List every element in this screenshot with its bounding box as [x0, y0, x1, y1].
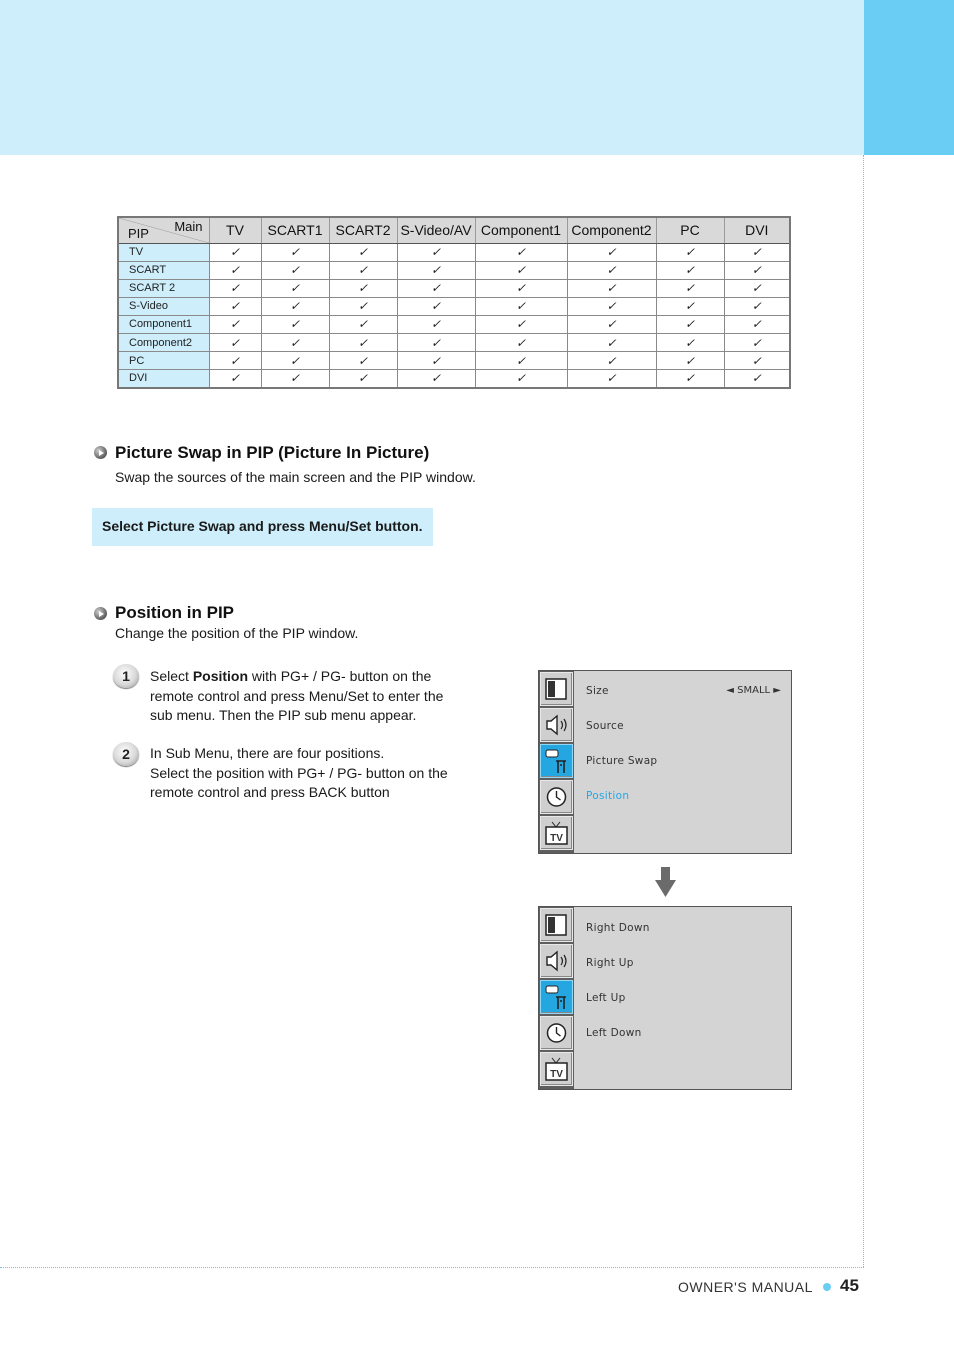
check-mark-icon: ✓ [751, 353, 762, 368]
check-mark-icon: ✓ [289, 317, 301, 332]
row-label: Component1 [118, 315, 209, 333]
step-1-line-1 [150, 667, 443, 687]
check-cell [724, 297, 790, 315]
check-cell [209, 370, 261, 388]
tv-icon[interactable] [540, 816, 573, 850]
osd-icon-column [539, 671, 574, 853]
row-label: SCART [118, 261, 209, 279]
column-header: TV [209, 217, 261, 243]
check-cell [724, 315, 790, 333]
osd-item-right-up[interactable]: Right Up [586, 957, 634, 969]
check-cell [567, 279, 656, 297]
column-header: PC [656, 217, 724, 243]
check-mark-icon: ✓ [515, 317, 527, 332]
position-section-description: Change the position of the PIP window. [115, 625, 359, 641]
check-mark-icon: ✓ [357, 299, 369, 314]
check-cell [261, 279, 329, 297]
check-cell [567, 352, 656, 370]
arrow-down-icon [655, 867, 676, 897]
position-section-title: Position in PIP [115, 603, 235, 622]
check-mark-icon: ✓ [430, 317, 442, 332]
check-mark-icon: ✓ [684, 263, 696, 278]
check-mark-icon: ✓ [606, 353, 617, 368]
picture-icon[interactable] [540, 908, 573, 942]
check-mark-icon: ✓ [357, 317, 369, 332]
check-cell [209, 352, 261, 370]
step-2-text [150, 744, 448, 803]
check-mark-icon: ✓ [606, 299, 617, 314]
check-cell [724, 370, 790, 388]
check-cell [329, 261, 397, 279]
osd-item-source[interactable]: Source [586, 720, 624, 732]
check-cell [656, 261, 724, 279]
check-cell [724, 333, 790, 351]
check-mark-icon: ✓ [289, 335, 301, 350]
step-number-badge: 1 [113, 664, 139, 688]
check-mark-icon: ✓ [751, 335, 762, 350]
timer-icon[interactable] [540, 1016, 573, 1050]
check-mark-icon: ✓ [606, 335, 617, 350]
step-2-line-1: In Sub Menu, there are four positions. [150, 745, 385, 761]
check-cell [329, 333, 397, 351]
sound-icon[interactable] [540, 944, 573, 978]
table-body [118, 243, 790, 388]
step-1-text [150, 667, 443, 726]
row-label: PC [118, 352, 209, 370]
check-cell [261, 315, 329, 333]
table-row [118, 243, 790, 261]
check-cell [397, 243, 475, 261]
check-mark-icon: ✓ [289, 353, 301, 368]
osd-item-left-down[interactable]: Left Down [586, 1027, 642, 1039]
header-band [0, 0, 864, 155]
check-mark-icon: ✓ [684, 281, 696, 296]
check-cell [329, 315, 397, 333]
check-mark-icon: ✓ [229, 299, 241, 314]
swap-note-box [92, 508, 433, 546]
check-cell [656, 315, 724, 333]
check-cell [329, 297, 397, 315]
osd-item-left-up[interactable]: Left Up [586, 992, 626, 1004]
check-mark-icon: ✓ [229, 281, 241, 296]
check-mark-icon: ✓ [515, 353, 527, 368]
check-cell [567, 370, 656, 388]
table-row [118, 333, 790, 351]
step-2-line-3: remote control and press BACK button [150, 784, 390, 800]
check-cell [261, 333, 329, 351]
page-edge-vertical-rule [863, 155, 864, 1267]
picture-icon[interactable] [540, 672, 573, 706]
check-mark-icon: ✓ [684, 245, 696, 260]
check-mark-icon: ✓ [751, 245, 762, 260]
check-mark-icon: ✓ [515, 281, 527, 296]
size-value-text: SMALL [737, 685, 771, 696]
check-mark-icon: ✓ [430, 263, 442, 278]
check-cell [567, 315, 656, 333]
check-cell [209, 315, 261, 333]
column-header: DVI [724, 217, 790, 243]
svg-text:TV: TV [550, 833, 563, 844]
corner-main-label: Main [174, 219, 203, 234]
check-cell [724, 261, 790, 279]
check-mark-icon: ✓ [357, 281, 369, 296]
check-cell [261, 370, 329, 388]
check-cell [209, 333, 261, 351]
check-cell [724, 279, 790, 297]
check-mark-icon: ✓ [430, 245, 442, 260]
check-cell [567, 261, 656, 279]
row-label: DVI [118, 370, 209, 388]
check-mark-icon: ✓ [430, 371, 442, 386]
check-mark-icon: ✓ [684, 299, 696, 314]
check-mark-icon: ✓ [229, 335, 241, 350]
check-mark-icon: ✓ [430, 281, 442, 296]
check-mark-icon: ✓ [515, 299, 527, 314]
column-header: S-Video/AV [397, 217, 475, 243]
check-cell [261, 261, 329, 279]
check-cell [397, 261, 475, 279]
check-cell [261, 297, 329, 315]
check-mark-icon: ✓ [606, 371, 617, 386]
check-cell [656, 370, 724, 388]
osd-item-position[interactable]: Position [586, 790, 630, 802]
swap-section-title: Picture Swap in PIP (Picture In Picture) [115, 443, 430, 462]
check-mark-icon: ✓ [684, 317, 696, 332]
check-mark-icon: ✓ [229, 263, 241, 278]
check-cell [261, 352, 329, 370]
row-label: SCART 2 [118, 279, 209, 297]
section-bullet-icon [94, 446, 107, 459]
table-row [118, 352, 790, 370]
tv-icon[interactable] [540, 1052, 573, 1086]
osd-size-value[interactable] [726, 685, 781, 696]
check-cell [397, 352, 475, 370]
row-label: Component2 [118, 333, 209, 351]
check-cell [724, 352, 790, 370]
step-1-line-3: sub menu. Then the PIP sub menu appear. [150, 707, 417, 723]
check-cell [397, 279, 475, 297]
check-cell [397, 297, 475, 315]
setup-icon[interactable] [540, 980, 573, 1014]
table-header-row [118, 217, 790, 243]
check-mark-icon: ✓ [229, 245, 241, 260]
check-mark-icon: ✓ [606, 317, 617, 332]
setup-icon[interactable] [540, 744, 573, 778]
check-mark-icon: ✓ [430, 335, 442, 350]
check-mark-icon: ✓ [606, 263, 617, 278]
check-cell [209, 279, 261, 297]
column-header: SCART1 [261, 217, 329, 243]
check-mark-icon: ✓ [515, 371, 527, 386]
check-mark-icon: ✓ [684, 335, 696, 350]
table-row [118, 261, 790, 279]
osd-item-picture-swap[interactable]: Picture Swap [586, 755, 658, 767]
check-mark-icon: ✓ [751, 263, 762, 278]
check-mark-icon: ✓ [515, 335, 527, 350]
table-corner-cell [118, 217, 209, 243]
check-mark-icon: ✓ [289, 245, 301, 260]
sound-icon[interactable] [540, 708, 573, 742]
svg-text:TV: TV [550, 1069, 563, 1080]
value-right-arrow-icon[interactable]: ► [773, 685, 781, 696]
column-header: SCART2 [329, 217, 397, 243]
table-row [118, 370, 790, 388]
check-cell [475, 243, 567, 261]
check-mark-icon: ✓ [289, 299, 301, 314]
check-mark-icon: ✓ [289, 263, 301, 278]
osd-item-right-down[interactable]: Right Down [586, 922, 650, 934]
check-mark-icon: ✓ [357, 245, 369, 260]
osd-pip-menu [538, 670, 792, 854]
column-header: Component2 [567, 217, 656, 243]
swap-note-text: Select Picture Swap and press Menu/Set button. [102, 518, 423, 534]
check-mark-icon: ✓ [751, 317, 762, 332]
check-mark-icon: ✓ [229, 371, 241, 386]
column-header: Component1 [475, 217, 567, 243]
check-cell [475, 370, 567, 388]
step-1-bold: Position [192, 668, 249, 684]
pip-compatibility-table [117, 216, 791, 389]
step-1-rest: with PG+ / PG- button on the [248, 668, 432, 684]
check-cell [329, 243, 397, 261]
table-row [118, 297, 790, 315]
check-mark-icon: ✓ [515, 245, 527, 260]
check-cell [329, 370, 397, 388]
header-tab [864, 0, 954, 155]
check-mark-icon: ✓ [357, 335, 369, 350]
page-edge-horizontal-rule [0, 1267, 864, 1268]
footer-label: OWNER'S MANUAL [678, 1279, 813, 1295]
check-cell [475, 315, 567, 333]
check-mark-icon: ✓ [289, 371, 301, 386]
check-mark-icon: ✓ [751, 281, 762, 296]
check-cell [475, 261, 567, 279]
step-1-prefix: Select [150, 668, 193, 684]
check-mark-icon: ✓ [751, 371, 762, 386]
table-row [118, 279, 790, 297]
check-mark-icon: ✓ [515, 263, 527, 278]
row-label: TV [118, 243, 209, 261]
corner-pip-label: PIP [128, 225, 149, 241]
osd-position-submenu [538, 906, 792, 1090]
check-cell [656, 279, 724, 297]
osd-icon-column [539, 907, 574, 1089]
check-cell [656, 243, 724, 261]
table-row [118, 315, 790, 333]
timer-icon[interactable] [540, 780, 573, 814]
swap-section-description: Swap the sources of the main screen and the PIP window. [115, 469, 476, 485]
check-cell [475, 279, 567, 297]
check-cell [656, 333, 724, 351]
footer-dot-icon [823, 1283, 831, 1291]
check-mark-icon: ✓ [430, 299, 442, 314]
check-cell [567, 243, 656, 261]
check-cell [329, 279, 397, 297]
check-cell [397, 333, 475, 351]
check-mark-icon: ✓ [684, 353, 696, 368]
check-mark-icon: ✓ [430, 353, 442, 368]
check-mark-icon: ✓ [684, 371, 696, 386]
check-mark-icon: ✓ [357, 353, 369, 368]
step-1-line-2: remote control and press Menu/Set to enter the [150, 687, 444, 704]
check-cell [397, 315, 475, 333]
step-number-badge: 2 [113, 742, 139, 766]
check-cell [329, 352, 397, 370]
check-cell [209, 243, 261, 261]
check-mark-icon: ✓ [229, 317, 241, 332]
check-cell [209, 297, 261, 315]
check-mark-icon: ✓ [289, 281, 301, 296]
check-cell [475, 297, 567, 315]
check-mark-icon: ✓ [751, 299, 762, 314]
check-cell [475, 333, 567, 351]
check-cell [475, 352, 567, 370]
check-cell [261, 243, 329, 261]
check-mark-icon: ✓ [606, 245, 617, 260]
check-cell [209, 261, 261, 279]
check-mark-icon: ✓ [606, 281, 617, 296]
value-left-arrow-icon[interactable]: ◄ [726, 685, 734, 696]
check-cell [567, 297, 656, 315]
step-2-line-2: Select the position with PG+ / PG- button on the [150, 764, 448, 781]
check-mark-icon: ✓ [357, 263, 369, 278]
check-mark-icon: ✓ [357, 371, 369, 386]
check-cell [724, 243, 790, 261]
check-mark-icon: ✓ [229, 353, 241, 368]
check-cell [567, 333, 656, 351]
osd-item-size[interactable]: Size [586, 685, 609, 697]
section-bullet-icon [94, 607, 107, 620]
page-number: 45 [840, 1276, 859, 1295]
check-cell [656, 352, 724, 370]
check-cell [656, 297, 724, 315]
row-label: S-Video [118, 297, 209, 315]
check-cell [397, 370, 475, 388]
